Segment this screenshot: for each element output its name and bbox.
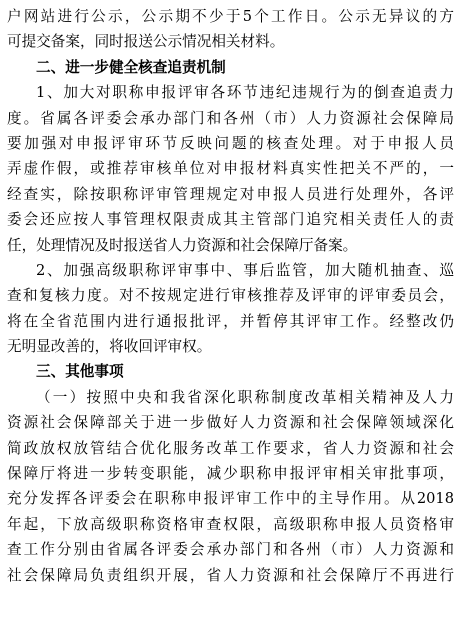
paragraph-other-matters bbox=[7, 385, 454, 588]
text-line: 经查实，除按职称评审管理规定对申报人员进行处理外，各评 bbox=[7, 185, 454, 203]
text-line: 1、加大对职称申报评审各环节违纪违规行为的倒查追责力 bbox=[36, 84, 454, 102]
text-line: 资源社会保障部关于进一步做好人力资源和社会保障领域深化 bbox=[7, 414, 454, 432]
text-line: 查和复核力度。对不按规定进行审核推荐及评审的评审委员会， bbox=[7, 287, 454, 305]
text-line: 简政放权放管结合优化服务改革工作要求，省人力资源和社会 bbox=[7, 439, 454, 457]
document-page bbox=[7, 4, 454, 588]
text-line: 年起，下放高级职称资格审查权限，高级职称申报人员资格审 bbox=[7, 515, 454, 533]
text-line: 将在全省范围内进行通报批评，并暂停其评审工作。经整改仍 bbox=[7, 312, 454, 330]
text-line: 社会保障局负责组织开展，省人力资源和社会保障厅不再进行 bbox=[7, 566, 454, 584]
text-line: 保障厅将进一步转变职能，减少职称申报评审相关审批事项， bbox=[7, 465, 454, 483]
text-line: 度。省属各评委会承办部门和各州（市）人力资源社会保障局 bbox=[7, 109, 454, 127]
paragraph-supervision bbox=[7, 258, 454, 360]
paragraph-accountability bbox=[7, 80, 454, 258]
text-line: 要加强对申报评审环节反映问题的核查处理。对于申报人员 bbox=[7, 134, 454, 152]
section-heading: 二、进一步健全核查追责机制 bbox=[36, 58, 226, 76]
text-line: 弄虚作假，或推荐审核单位对申报材料真实性把关不严的，一 bbox=[7, 160, 454, 178]
text-line: 户网站进行公示，公示期不少于5个工作日。公示无异议的方 bbox=[7, 8, 454, 25]
text-line: 查工作分别由省属各评委会承办部门和各州（市）人力资源和 bbox=[7, 541, 454, 559]
text-line: 无明显改善的，将收回评审权。 bbox=[7, 338, 212, 356]
text-line: 充分发挥各评委会在职称申报评审工作中的主导作用。从2018 bbox=[7, 490, 454, 508]
paragraph-publicity bbox=[7, 4, 454, 55]
section-heading: 三、其他事项 bbox=[36, 363, 124, 381]
text-line: 可提交备案，同时报送公示情况相关材料。 bbox=[7, 33, 285, 51]
text-line: 2、加强高级职称评审事中、事后监管，加大随机抽查、巡 bbox=[36, 261, 454, 279]
text-line: 任，处理情况及时报送省人力资源和社会保障厅备案。 bbox=[7, 236, 358, 254]
text-line: 委会还应按人事管理权限责成其主管部门追究相关责任人的责 bbox=[7, 211, 454, 229]
text-line: （一）按照中央和我省深化职称制度改革相关精神及人力 bbox=[36, 388, 454, 406]
